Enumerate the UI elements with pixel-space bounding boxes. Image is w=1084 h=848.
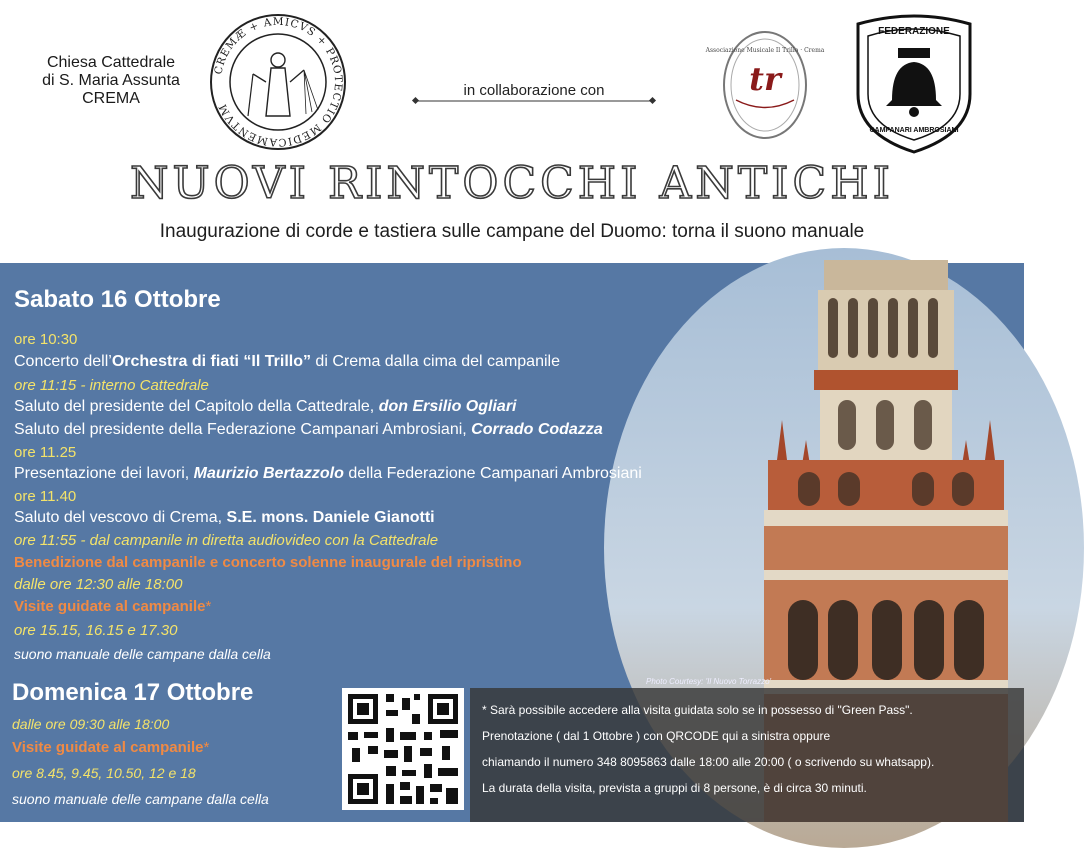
booking-qr-code[interactable] — [342, 688, 464, 810]
sat-time-6: dalle ore 12:30 alle 18:00 — [14, 576, 183, 593]
assoc-logo-caption: Associazione Musicale Il Trillo · Crema — [705, 47, 825, 54]
church-line-2: di S. Maria Assunta — [42, 72, 180, 89]
info-green-pass: * Sarà possibile accedere alla visita guidata solo se in possesso di "Green Pass". — [482, 703, 913, 717]
sat-item-presentation: Presentazione dei lavori, Maurizio Bertazzolo della Federazione Campanari Ambrosiani — [14, 465, 642, 482]
sun-time-2: ore 8.45, 9.45, 10.50, 12 e 18 — [12, 765, 196, 781]
svg-text:CREMÆ + AMICVS + PROTECTIO MED: CREMÆ + AMICVS + PROTECTIO MEDICAMENTVM — [212, 15, 345, 149]
sat-item-concert: Concerto dell’Orchestra di fiati “Il Trillo” di Crema dalla cima del campanile — [14, 353, 560, 370]
church-line-3: CREMA — [82, 90, 140, 107]
info-duration: La durata della visita, prevista a gruppi di 8 persone, è di circa 30 minuti. — [482, 781, 867, 795]
sun-time-1: dalle ore 09:30 alle 18:00 — [12, 716, 170, 732]
sat-time-4: ore 11.40 — [14, 488, 77, 505]
svg-text:FEDERAZIONE: FEDERAZIONE — [878, 26, 950, 37]
sat-item-bishop: Saluto del vescovo di Crema, S.E. mons. Daniele Gianotti — [14, 509, 435, 526]
collab-text: in collaborazione con — [463, 82, 605, 99]
event-subtitle: Inaugurazione di corde e tastiera sulle campane del Duomo: torna il suono manuale — [159, 221, 865, 242]
photo-credit: Photo Courtesy: 'Il Nuovo Torrazzo' — [646, 677, 772, 686]
sat-time-5: ore 11:55 - dal campanile in diretta audiovideo con la Cattedrale — [14, 532, 439, 549]
info-phone: chiamando il numero 348 8095863 dalle 18:00 alle 20:00 ( o scrivendo su whatsapp). — [482, 755, 935, 769]
info-booking: Prenotazione ( dal 1 Ottobre ) con QRCODE qui a sinistra oppure — [482, 729, 831, 743]
sat-time-1: ore 10:30 — [14, 331, 78, 348]
church-line-1: Chiesa Cattedrale — [46, 54, 176, 71]
sat-manual-bells: suono manuale delle campane dalla cella — [14, 646, 271, 662]
sat-blessing: Benedizione dal campanile e concerto solenne inaugurale del ripristino — [14, 554, 522, 571]
svg-text:tr: tr — [749, 60, 781, 98]
saturday-title: Sabato 16 Ottobre — [14, 286, 221, 313]
music-association-logo — [705, 30, 825, 140]
sat-item-greeting-chapter: Saluto del presidente del Capitolo della Cattedrale, don Ersilio Ogliari — [14, 398, 517, 415]
cathedral-seal-logo — [208, 12, 348, 152]
bell-ringers-federation-logo — [852, 14, 976, 156]
sat-time-3: ore 11.25 — [14, 444, 77, 461]
event-title: NUOVI RINTOCCHI ANTICHI — [130, 158, 894, 209]
sun-guided-visits: Visite guidate al campanile* — [12, 739, 210, 756]
sunday-title: Domenica 17 Ottobre — [12, 679, 254, 706]
sat-time-2: ore 11:15 - interno Cattedrale — [14, 377, 209, 394]
sun-manual-bells: suono manuale delle campane dalla cella — [12, 791, 269, 807]
sat-item-greeting-federation: Saluto del presidente della Federazione Campanari Ambrosiani, Corrado Codazza — [14, 421, 603, 438]
sat-time-7: ore 15.15, 16.15 e 17.30 — [14, 622, 178, 639]
svg-text:CAMPANARI AMBROSIANI: CAMPANARI AMBROSIANI — [869, 127, 959, 134]
sat-guided-visits: Visite guidate al campanile* — [14, 598, 212, 615]
church-name — [22, 54, 200, 108]
